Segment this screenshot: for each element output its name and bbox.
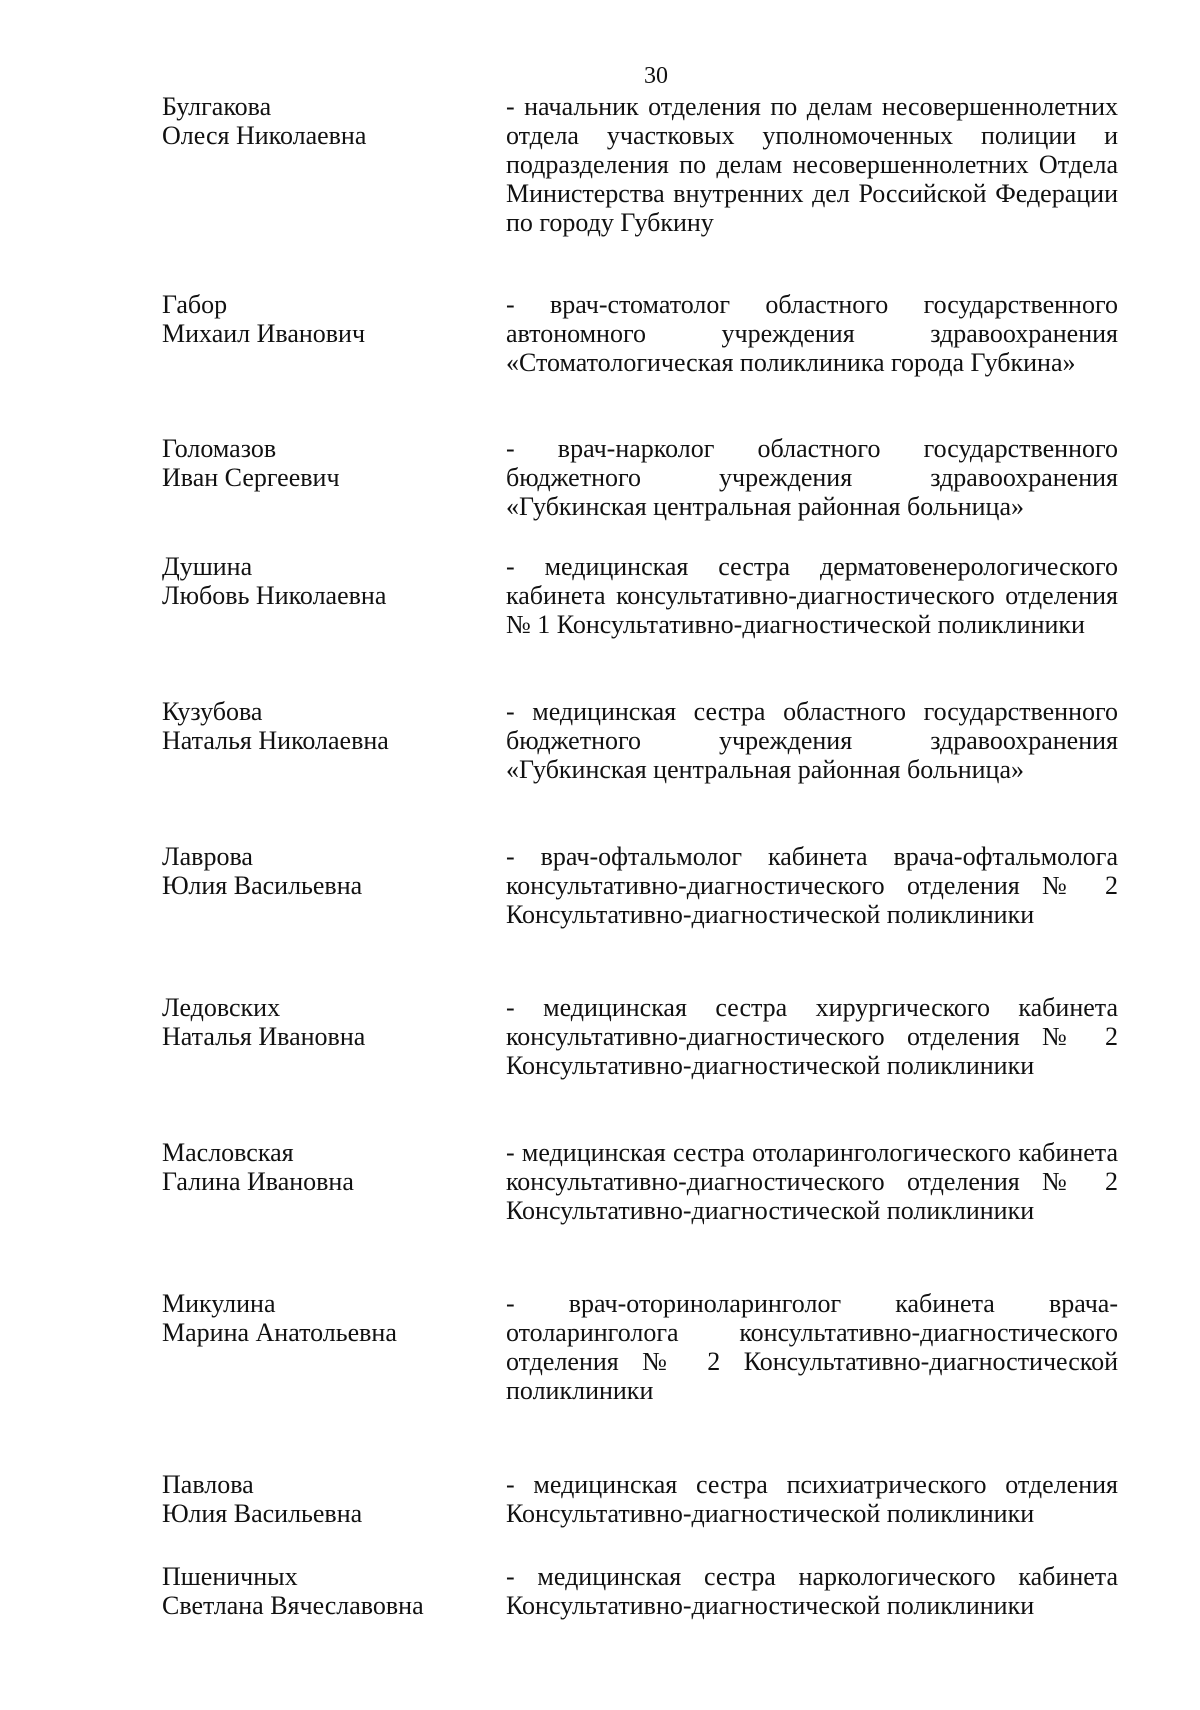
person-name — [162, 434, 492, 492]
surname: Голомазов — [162, 434, 277, 463]
surname: Габор — [162, 290, 228, 319]
surname: Ледовских — [162, 993, 281, 1022]
person-name — [162, 993, 492, 1051]
surname: Микулина — [162, 1289, 276, 1318]
person-name — [162, 1562, 492, 1620]
page-number: 30 — [644, 63, 668, 89]
person-name — [162, 92, 492, 150]
surname: Булгакова — [162, 92, 272, 121]
position-description: - начальник отделения по делам несовершеннолетних отдела участковых уполномоченных полиции и подразделения по делам несовершеннолетних Отдела Министерства внутренних дел Российской Федерации по городу Губкину — [506, 92, 1118, 237]
person-name — [162, 552, 492, 610]
given-names: Юлия Васильевна — [162, 1499, 363, 1528]
position-description: - врач-стоматолог областного государственного автономного учреждения здравоохранения «Стоматологическая поликлиника города Губкина» — [506, 290, 1118, 377]
position-description: - медицинская сестра областного государственного бюджетного учреждения здравоохранения «Губкинская центральная районная больница» — [506, 697, 1118, 784]
position-description: - медицинская сестра отоларингологического кабинета консультативно-диагностического отделения № 2 Консультативно-диагностической поликлиники — [506, 1138, 1118, 1225]
position-description: - врач-нарколог областного государственного бюджетного учреждения здравоохранения «Губкинская центральная районная больница» — [506, 434, 1118, 521]
given-names: Галина Ивановна — [162, 1167, 354, 1196]
given-names: Наталья Ивановна — [162, 1022, 366, 1051]
position-description: - врач-офтальмолог кабинета врача-офтальмолога консультативно-диагностического отделения № 2 Консультативно-диагностической поликлиники — [506, 842, 1118, 929]
given-names: Светлана Вячеславовна — [162, 1591, 424, 1620]
given-names: Любовь Николаевна — [162, 581, 387, 610]
given-names: Наталья Николаевна — [162, 726, 389, 755]
given-names: Олеся Николаевна — [162, 121, 367, 150]
surname: Павлова — [162, 1470, 254, 1499]
surname: Пшеничных — [162, 1562, 298, 1591]
person-name — [162, 697, 492, 755]
surname: Душина — [162, 552, 253, 581]
position-description: - медицинская сестра наркологического кабинета Консультативно-диагностической поликлиники — [506, 1562, 1118, 1620]
position-description: - медицинская сестра хирургического кабинета консультативно-диагностического отделения № 2 Консультативно-диагностической поликлиники — [506, 993, 1118, 1080]
surname: Лаврова — [162, 842, 253, 871]
position-description: - врач-оториноларинголог кабинета врача-отоларинголога консультативно-диагностического отделения № 2 Консультативно-диагностической поликлиники — [506, 1289, 1118, 1405]
given-names: Иван Сергеевич — [162, 463, 340, 492]
person-name — [162, 842, 492, 900]
person-name — [162, 1138, 492, 1196]
surname: Кузубова — [162, 697, 263, 726]
person-name — [162, 1289, 492, 1347]
person-name — [162, 290, 492, 348]
given-names: Михаил Иванович — [162, 319, 366, 348]
given-names: Марина Анатольевна — [162, 1318, 397, 1347]
given-names: Юлия Васильевна — [162, 871, 363, 900]
person-name — [162, 1470, 492, 1528]
position-description: - медицинская сестра психиатрического отделения Консультативно-диагностической поликлиники — [506, 1470, 1118, 1528]
position-description: - медицинская сестра дерматовенерологического кабинета консультативно-диагностического отделения № 1 Консультативно-диагностической поликлиники — [506, 552, 1118, 639]
surname: Масловская — [162, 1138, 294, 1167]
